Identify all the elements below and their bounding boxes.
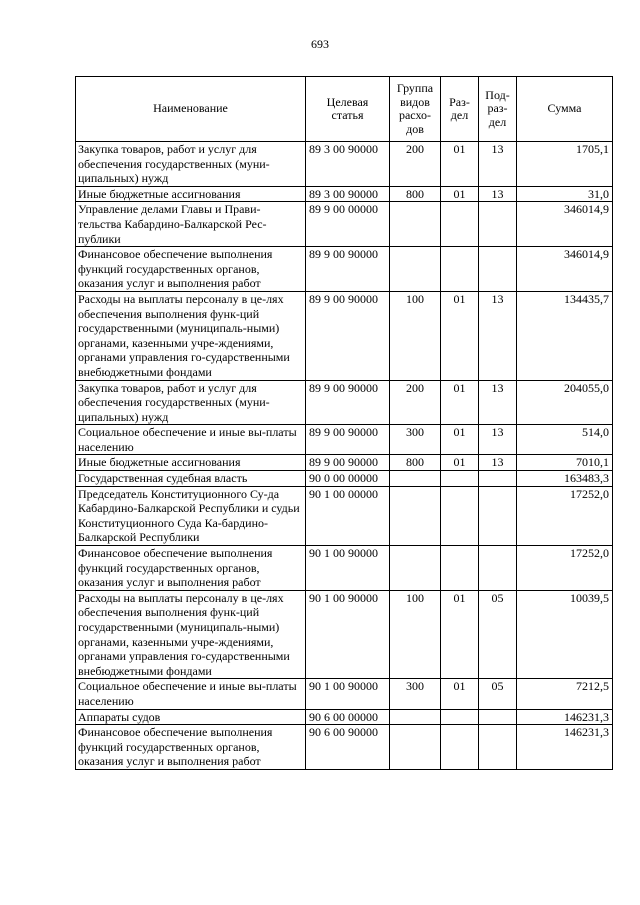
header-group: Группа видов расхо- дов bbox=[390, 77, 441, 142]
cell-sum: 17252,0 bbox=[517, 546, 613, 591]
cell-group bbox=[390, 725, 441, 770]
cell-name: Финансовое обеспечение выполнения функций государственных органов, оказания услуг и выполнения работ bbox=[76, 247, 306, 292]
cell-group bbox=[390, 486, 441, 545]
cell-section: 01 bbox=[441, 455, 479, 471]
cell-sum: 31,0 bbox=[517, 186, 613, 202]
cell-subsection: 13 bbox=[479, 380, 517, 425]
cell-article: 89 3 00 90000 bbox=[306, 186, 390, 202]
cell-subsection bbox=[479, 725, 517, 770]
cell-name: Аппараты судов bbox=[76, 709, 306, 725]
cell-article: 89 9 00 90000 bbox=[306, 455, 390, 471]
cell-group bbox=[390, 709, 441, 725]
table-row bbox=[76, 380, 613, 425]
cell-section bbox=[441, 709, 479, 725]
cell-group: 100 bbox=[390, 291, 441, 380]
table-row bbox=[76, 202, 613, 247]
cell-name: Финансовое обеспечение выполнения функций государственных органов, оказания услуг и выполнения работ bbox=[76, 546, 306, 591]
cell-name: Закупка товаров, работ и услуг для обеспечения государственных (муни-ципальных) нужд bbox=[76, 380, 306, 425]
cell-section bbox=[441, 546, 479, 591]
table-row bbox=[76, 291, 613, 380]
cell-subsection: 05 bbox=[479, 590, 517, 679]
cell-sum: 17252,0 bbox=[517, 486, 613, 545]
cell-subsection: 13 bbox=[479, 186, 517, 202]
cell-section: 01 bbox=[441, 186, 479, 202]
cell-subsection bbox=[479, 202, 517, 247]
cell-subsection bbox=[479, 247, 517, 292]
cell-article: 90 0 00 00000 bbox=[306, 471, 390, 487]
cell-name: Социальное обеспечение и иные вы-платы населению bbox=[76, 679, 306, 709]
table-row bbox=[76, 679, 613, 709]
cell-name: Государственная судебная власть bbox=[76, 471, 306, 487]
cell-sum: 514,0 bbox=[517, 425, 613, 455]
cell-subsection: 13 bbox=[479, 455, 517, 471]
header-subsection: Под- раз- дел bbox=[479, 77, 517, 142]
cell-section bbox=[441, 486, 479, 545]
table-row bbox=[76, 142, 613, 187]
cell-article: 90 1 00 90000 bbox=[306, 546, 390, 591]
cell-sum: 146231,3 bbox=[517, 709, 613, 725]
cell-name: Финансовое обеспечение выполнения функций государственных органов, оказания услуг и выполнения работ bbox=[76, 725, 306, 770]
cell-sum: 163483,3 bbox=[517, 471, 613, 487]
cell-section: 01 bbox=[441, 142, 479, 187]
cell-section bbox=[441, 202, 479, 247]
cell-article: 89 9 00 90000 bbox=[306, 291, 390, 380]
cell-section: 01 bbox=[441, 425, 479, 455]
cell-sum: 346014,9 bbox=[517, 247, 613, 292]
cell-name: Расходы на выплаты персоналу в це-лях обеспечения выполнения функ-ций государственными (муниципаль-ными) органами, казенными учре-ждениями, органами управления го-сударственными внебюджетными фондами bbox=[76, 291, 306, 380]
cell-sum: 10039,5 bbox=[517, 590, 613, 679]
cell-subsection: 13 bbox=[479, 142, 517, 187]
cell-group: 300 bbox=[390, 679, 441, 709]
cell-article: 89 9 00 00000 bbox=[306, 202, 390, 247]
page-number: 693 bbox=[311, 37, 329, 51]
table-row bbox=[76, 425, 613, 455]
cell-group: 800 bbox=[390, 186, 441, 202]
cell-article: 90 1 00 90000 bbox=[306, 679, 390, 709]
cell-group bbox=[390, 546, 441, 591]
cell-article: 90 1 00 00000 bbox=[306, 486, 390, 545]
cell-name: Председатель Конституционного Су-да Кабардино-Балкарской Республики и судьи Конституционного Суда Ка-бардино-Балкарской Республики bbox=[76, 486, 306, 545]
cell-sum: 146231,3 bbox=[517, 725, 613, 770]
cell-subsection bbox=[479, 486, 517, 545]
cell-group: 200 bbox=[390, 142, 441, 187]
cell-article: 90 6 00 00000 bbox=[306, 709, 390, 725]
header-article: Целевая статья bbox=[306, 77, 390, 142]
cell-subsection: 13 bbox=[479, 425, 517, 455]
cell-article: 89 9 00 90000 bbox=[306, 425, 390, 455]
cell-sum: 134435,7 bbox=[517, 291, 613, 380]
table-row bbox=[76, 546, 613, 591]
table-row bbox=[76, 186, 613, 202]
cell-subsection: 05 bbox=[479, 679, 517, 709]
cell-section: 01 bbox=[441, 679, 479, 709]
cell-name: Расходы на выплаты персоналу в це-лях обеспечения выполнения функ-ций государственными (муниципаль-ными) органами, казенными учре-ждениями, органами управления го-сударственными внебюджетными фондами bbox=[76, 590, 306, 679]
table-row bbox=[76, 590, 613, 679]
cell-article: 89 3 00 90000 bbox=[306, 142, 390, 187]
cell-section: 01 bbox=[441, 291, 479, 380]
cell-article: 89 9 00 90000 bbox=[306, 247, 390, 292]
cell-subsection bbox=[479, 546, 517, 591]
cell-group: 800 bbox=[390, 455, 441, 471]
cell-section: 01 bbox=[441, 590, 479, 679]
table-header-row bbox=[76, 77, 613, 142]
header-sum: Сумма bbox=[517, 77, 613, 142]
cell-sum: 7212,5 bbox=[517, 679, 613, 709]
cell-section bbox=[441, 247, 479, 292]
cell-article: 90 1 00 90000 bbox=[306, 590, 390, 679]
cell-article: 89 9 00 90000 bbox=[306, 380, 390, 425]
cell-group: 100 bbox=[390, 590, 441, 679]
cell-subsection bbox=[479, 471, 517, 487]
cell-sum: 204055,0 bbox=[517, 380, 613, 425]
cell-group bbox=[390, 202, 441, 247]
cell-subsection: 13 bbox=[479, 291, 517, 380]
cell-sum: 1705,1 bbox=[517, 142, 613, 187]
cell-section: 01 bbox=[441, 380, 479, 425]
table-body bbox=[76, 142, 613, 770]
header-section: Раз- дел bbox=[441, 77, 479, 142]
cell-subsection bbox=[479, 709, 517, 725]
cell-name: Социальное обеспечение и иные вы-платы населению bbox=[76, 425, 306, 455]
table-row bbox=[76, 247, 613, 292]
cell-sum: 7010,1 bbox=[517, 455, 613, 471]
cell-section bbox=[441, 471, 479, 487]
table-row bbox=[76, 709, 613, 725]
cell-name: Иные бюджетные ассигнования bbox=[76, 186, 306, 202]
table-row bbox=[76, 471, 613, 487]
cell-name: Закупка товаров, работ и услуг для обеспечения государственных (муни-ципальных) нужд bbox=[76, 142, 306, 187]
table-row bbox=[76, 486, 613, 545]
table-row bbox=[76, 725, 613, 770]
budget-table bbox=[75, 76, 613, 770]
header-name: Наименование bbox=[76, 77, 306, 142]
table-row bbox=[76, 455, 613, 471]
cell-name: Иные бюджетные ассигнования bbox=[76, 455, 306, 471]
cell-group: 300 bbox=[390, 425, 441, 455]
cell-sum: 346014,9 bbox=[517, 202, 613, 247]
cell-article: 90 6 00 90000 bbox=[306, 725, 390, 770]
cell-group bbox=[390, 471, 441, 487]
cell-group: 200 bbox=[390, 380, 441, 425]
cell-name: Управление делами Главы и Прави-тельства Кабардино-Балкарской Рес-публики bbox=[76, 202, 306, 247]
cell-group bbox=[390, 247, 441, 292]
cell-section bbox=[441, 725, 479, 770]
